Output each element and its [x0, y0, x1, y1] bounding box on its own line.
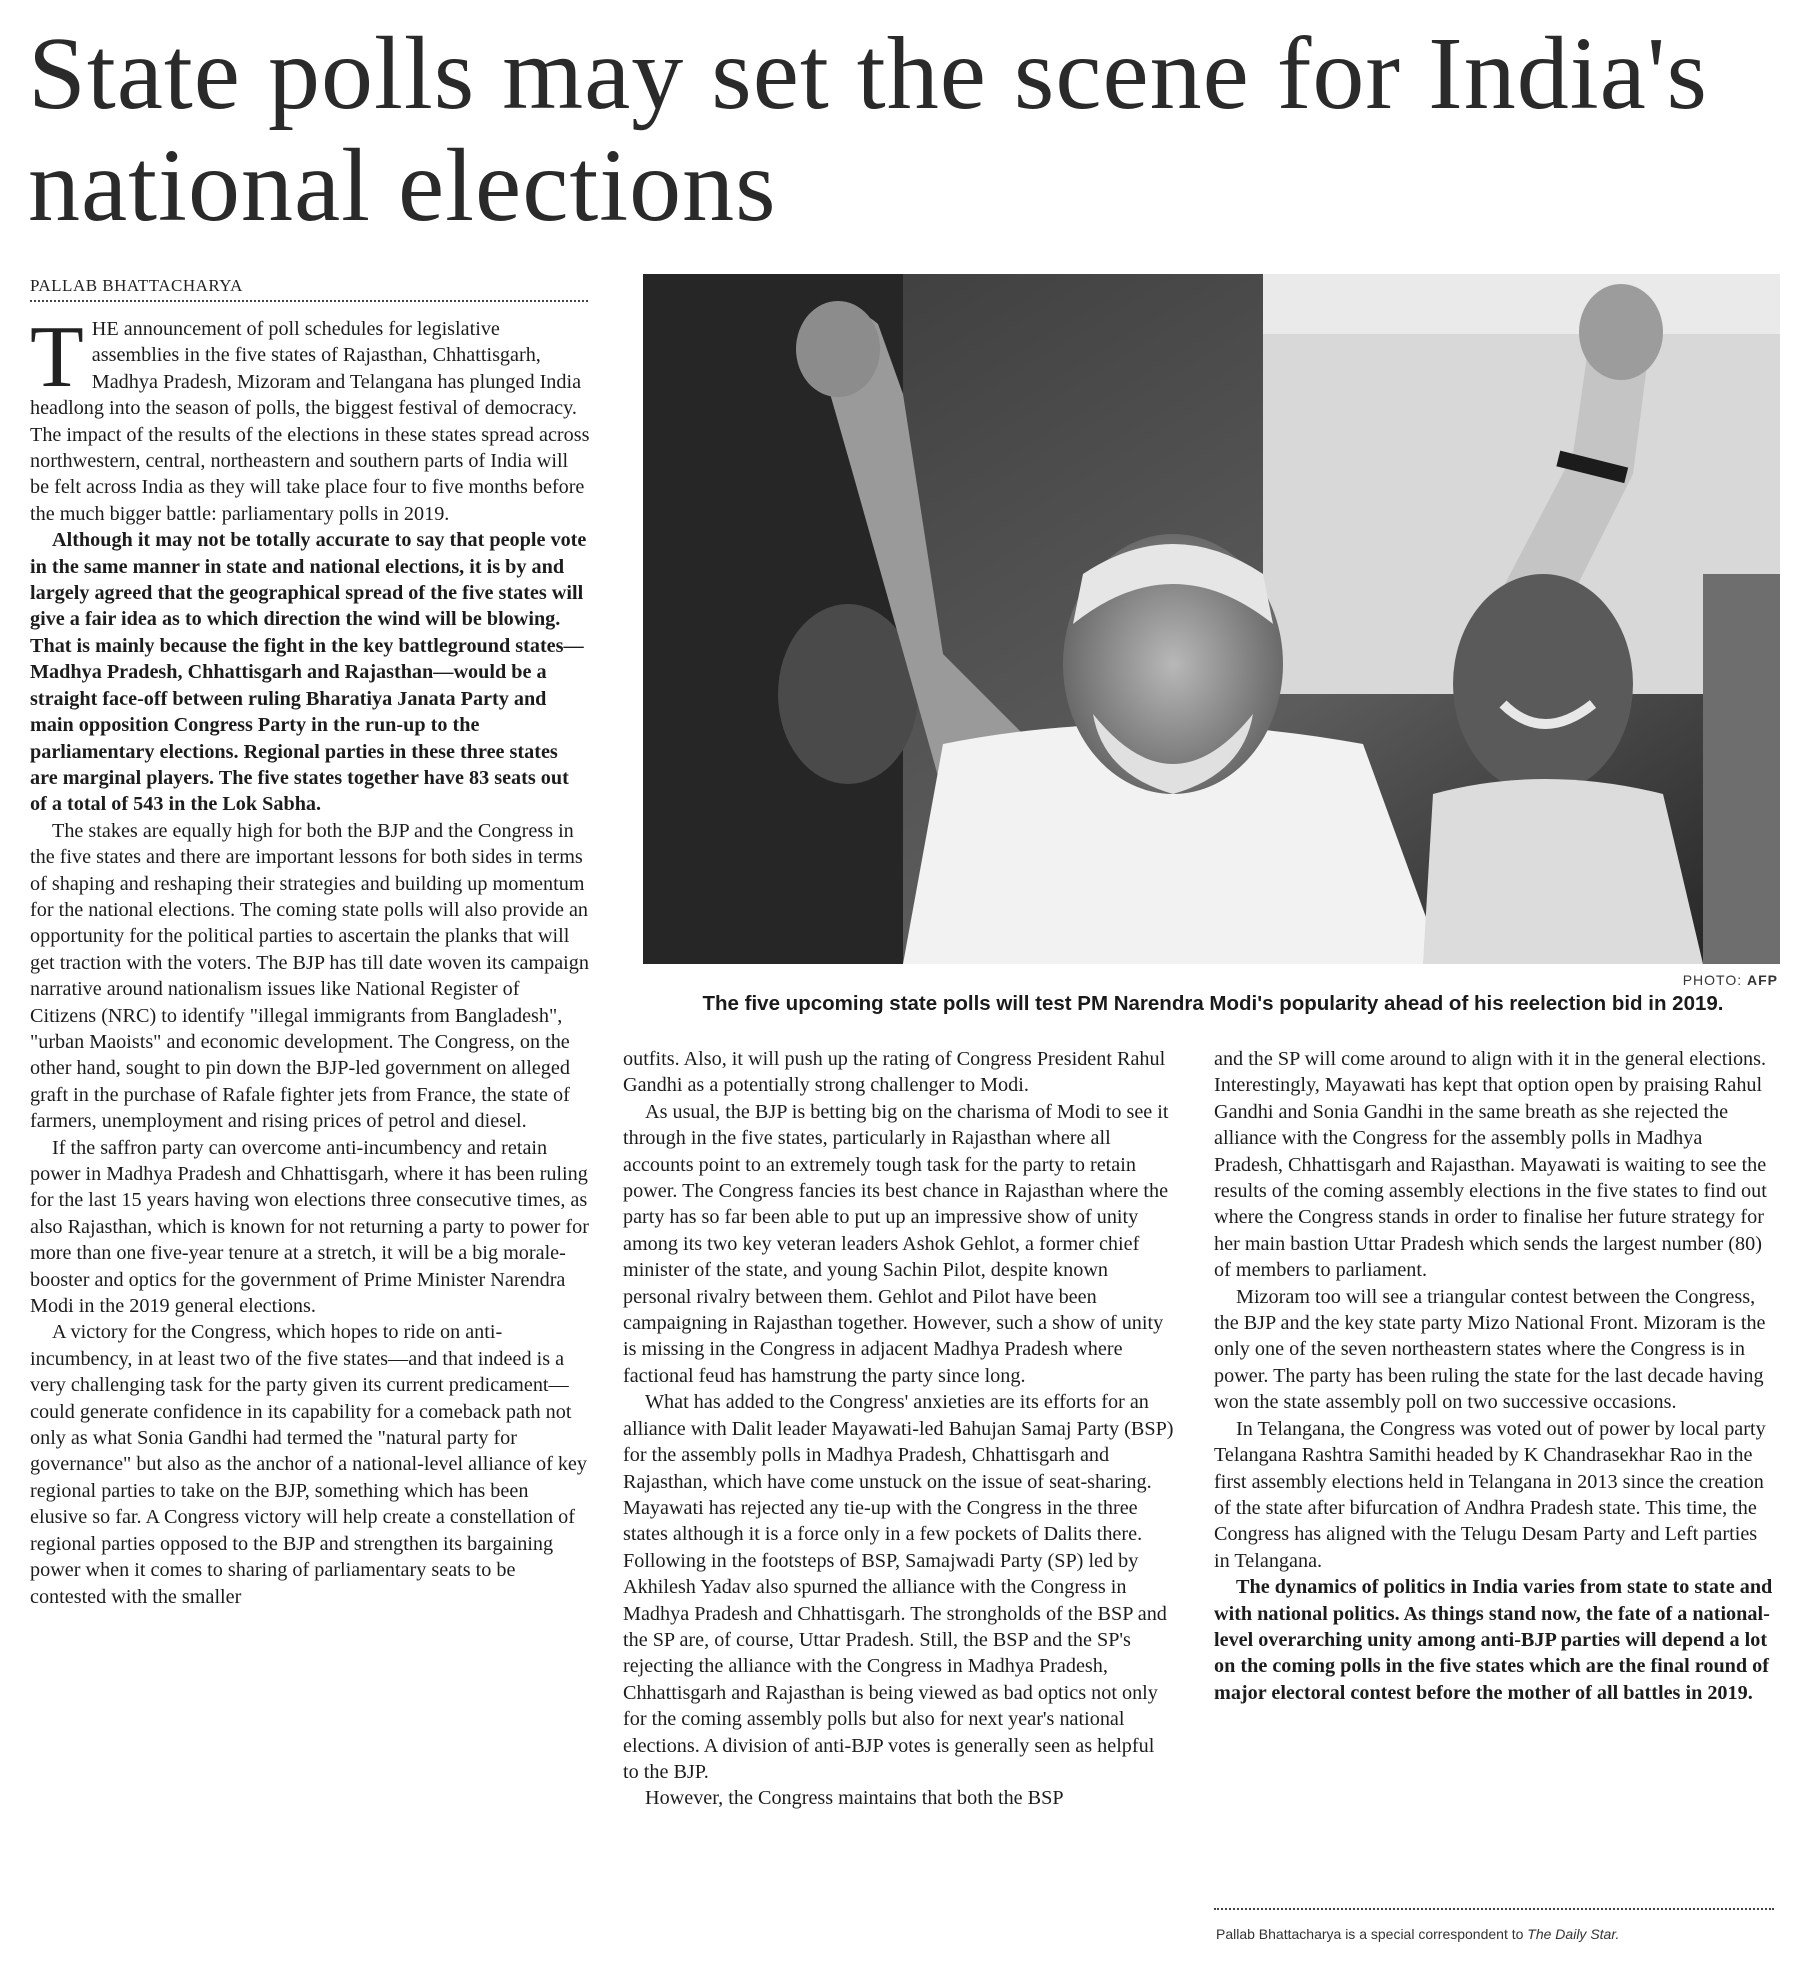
article-column-1	[30, 309, 590, 1610]
author-note-text: Pallab Bhattacharya is a special correspondent to	[1216, 1926, 1528, 1942]
footer-divider	[1214, 1908, 1774, 1910]
photo-illustration	[643, 274, 1780, 964]
article-paragraph: Mizoram too will see a triangular contest between the Congress, the BJP and the key state party Mizo National Front. Mizoram is the only one of the seven northeastern states where the Congress is in power. The party has been ruling the state for the last decade having won the state assembly poll on two successive occasions.	[1214, 1285, 1766, 1414]
photo-caption: The five upcoming state polls will test PM Narendra Modi's popularity ahead of his reelection bid in 2019.	[702, 992, 1724, 1015]
article-paragraph: and the SP will come around to align with it in the general elections. Interestingly, Mayawati has kept that option open by praising Rahul Gandhi and Sonia Gandhi in the same breath as she rejected the alliance with the Congress for the assembly polls in Madhya Pradesh, Chhattisgarh and Rajasthan. Mayawati is waiting to see the results of the coming assembly elections in the five states to find out where the Congress stands in order to finalise her future strategy for her main bastion Uttar Pradesh which sends the largest number (80) of members to parliament.	[1214, 1048, 1767, 1282]
author-note	[1216, 1926, 1776, 1942]
article-paragraph: Although it may not be totally accurate to say that people vote in the same manner in state and national elections, it is by and largely agreed that the geographical spread of the five states will give a fair idea as to which direction the wind will be blowing. That is mainly because the fight in the key battleground states—Madhya Pradesh, Chhattisgarh and Rajasthan—would be a straight face-off between ruling Bharatiya Janata Party and main opposition Congress Party in the run-up to the parliamentary elections. Regional parties in these three states are marginal players. The five states together have 83 seats out of a total of 543 in the Lok Sabha.	[30, 529, 587, 816]
article-paragraph: What has added to the Congress' anxieties are its efforts for an alliance with Dalit leader Mayawati-led Bahujan Samaj Party (BSP) for the assembly polls in Madhya Pradesh, Chhattisgarh and Rajasthan, which have come unstuck on the issue of seat-sharing. Mayawati has rejected any tie-up with the Congress in the three states although it is a force only in a few pockets of Dalits there. Following in the footsteps of BSP, Samajwadi Party (SP) led by Akhilesh Yadav also spurned the alliance with the Congress in Madhya Pradesh and Chhattisgarh. The strongholds of the BSP and the SP are, of course, Uttar Pradesh. Still, the BSP and the SP's rejecting the alliance with the Congress in Madhya Pradesh, Chhattisgarh and Rajasthan is being viewed as bad optics not only for the coming assembly polls but also for next year's national elections. A division of anti-BJP votes is generally seen as helpful to the BJP.	[623, 1391, 1174, 1783]
article-paragraph: The stakes are equally high for both the BJP and the Congress in the five states and there are important lessons for both sides in terms of shaping and reshaping their strategies and building up momentum for the national elections. The coming state polls will also provide an opportunity for the political parties to ascertain the planks that will get traction with the voters. The BJP has till date woven its campaign narrative around nationalism issues like National Register of Citizens (NRC) to identify "illegal immigrants from Bangladesh", "urban Maoists" and economic development. The Congress, on the other hand, sought to pin down the BJP-led government on alleged graft in the purchase of Rafale fighter jets from France, the state of farmers, unemployment and rising prices of petrol and diesel.	[30, 819, 589, 1133]
photo-credit-label: PHOTO:	[1682, 972, 1743, 988]
article-column-2	[623, 1046, 1175, 1812]
byline: PALLAB BHATTACHARYA	[30, 276, 588, 302]
paragraph-text: HE announcement of poll schedules for legislative assemblies in the five states of Rajasthan, Chhattisgarh, Madhya Pradesh, Mizoram and Telangana has plunged India headlong into the season of polls, the biggest festival of democracy. The impact of the results of the elections in these states spread across northwestern, central, northeastern and southern parts of India will be felt across India as they will take place four to five months before the much bigger battle: parliamentary polls in 2019.	[30, 318, 590, 525]
article-paragraph: outfits. Also, it will push up the rating of Congress President Rahul Gandhi as a potentially strong challenger to Modi.	[623, 1048, 1166, 1097]
drop-cap: T	[30, 309, 84, 406]
news-photo	[643, 274, 1780, 964]
article-paragraph	[30, 309, 590, 527]
article-paragraph: A victory for the Congress, which hopes to ride on anti-incumbency, in at least two of the five states—and that indeed is a very challenging task for the party given its current predicament—could generate confidence in its capability for a comeback path not only as what Sonia Gandhi had termed the "natural party for governance" but also as the anchor of a national-level alliance of key regional parties to take on the BJP, something which has been elusive so far. A Congress victory will help create a constellation of regional parties opposed to the BJP and strengthen its bargaining power when it comes to sharing of parliamentary seats to be contested with the smaller	[30, 1321, 587, 1608]
article-column-3	[1214, 1046, 1774, 1706]
headline: State polls may set the scene for India's national elections	[28, 16, 1708, 243]
photo-credit	[1500, 972, 1778, 988]
publication-name: The Daily Star.	[1527, 1926, 1620, 1942]
photo-credit-source: AFP	[1747, 972, 1778, 988]
article-paragraph: The dynamics of politics in India varies from state to state and with national politics. As things stand now, the fate of a national-level overarching unity among anti-BJP parties will depend a lot on the coming polls in the five states which are the final round of major electoral contest before the mother of all battles in 2019.	[1214, 1576, 1773, 1704]
article-paragraph: As usual, the BJP is betting big on the charisma of Modi to see it through in the five states, particularly in Rajasthan where all accounts point to an extremely tough task for the party to retain power. The Congress fancies its best chance in Rajasthan where the party has so far been able to put up an impressive show of unity among its two key veteran leaders Ashok Gehlot, a former chief minister of the state, and young Sachin Pilot, despite known personal rivalry between them. Gehlot and Pilot have been campaigning in Rajasthan together. However, such a show of unity is missing in the Congress in adjacent Madhya Pradesh where factional feud has hamstrung the party since long.	[623, 1100, 1169, 1387]
article-paragraph: However, the Congress maintains that both the BSP	[645, 1787, 1064, 1810]
article-paragraph: In Telangana, the Congress was voted out of power by local party Telangana Rashtra Samithi headed by K Chandrasekhar Rao in the first assembly elections held in Telangana in 2013 since the creation of the state after bifurcation of Andhra Pradesh state. This time, the Congress has aligned with the Telugu Desam Party and Left parties in Telangana.	[1214, 1417, 1766, 1572]
article-paragraph: If the saffron party can overcome anti-incumbency and retain power in Madhya Pradesh and Chhattisgarh, where it has been ruling for the last 15 years having won elections three consecutive times, as also Rajasthan, which is known for not returning a party to power for more than one five-year tenure at a stretch, it will be a big morale-booster and optics for the government of Prime Minister Narendra Modi in the 2019 general elections.	[30, 1136, 589, 1318]
